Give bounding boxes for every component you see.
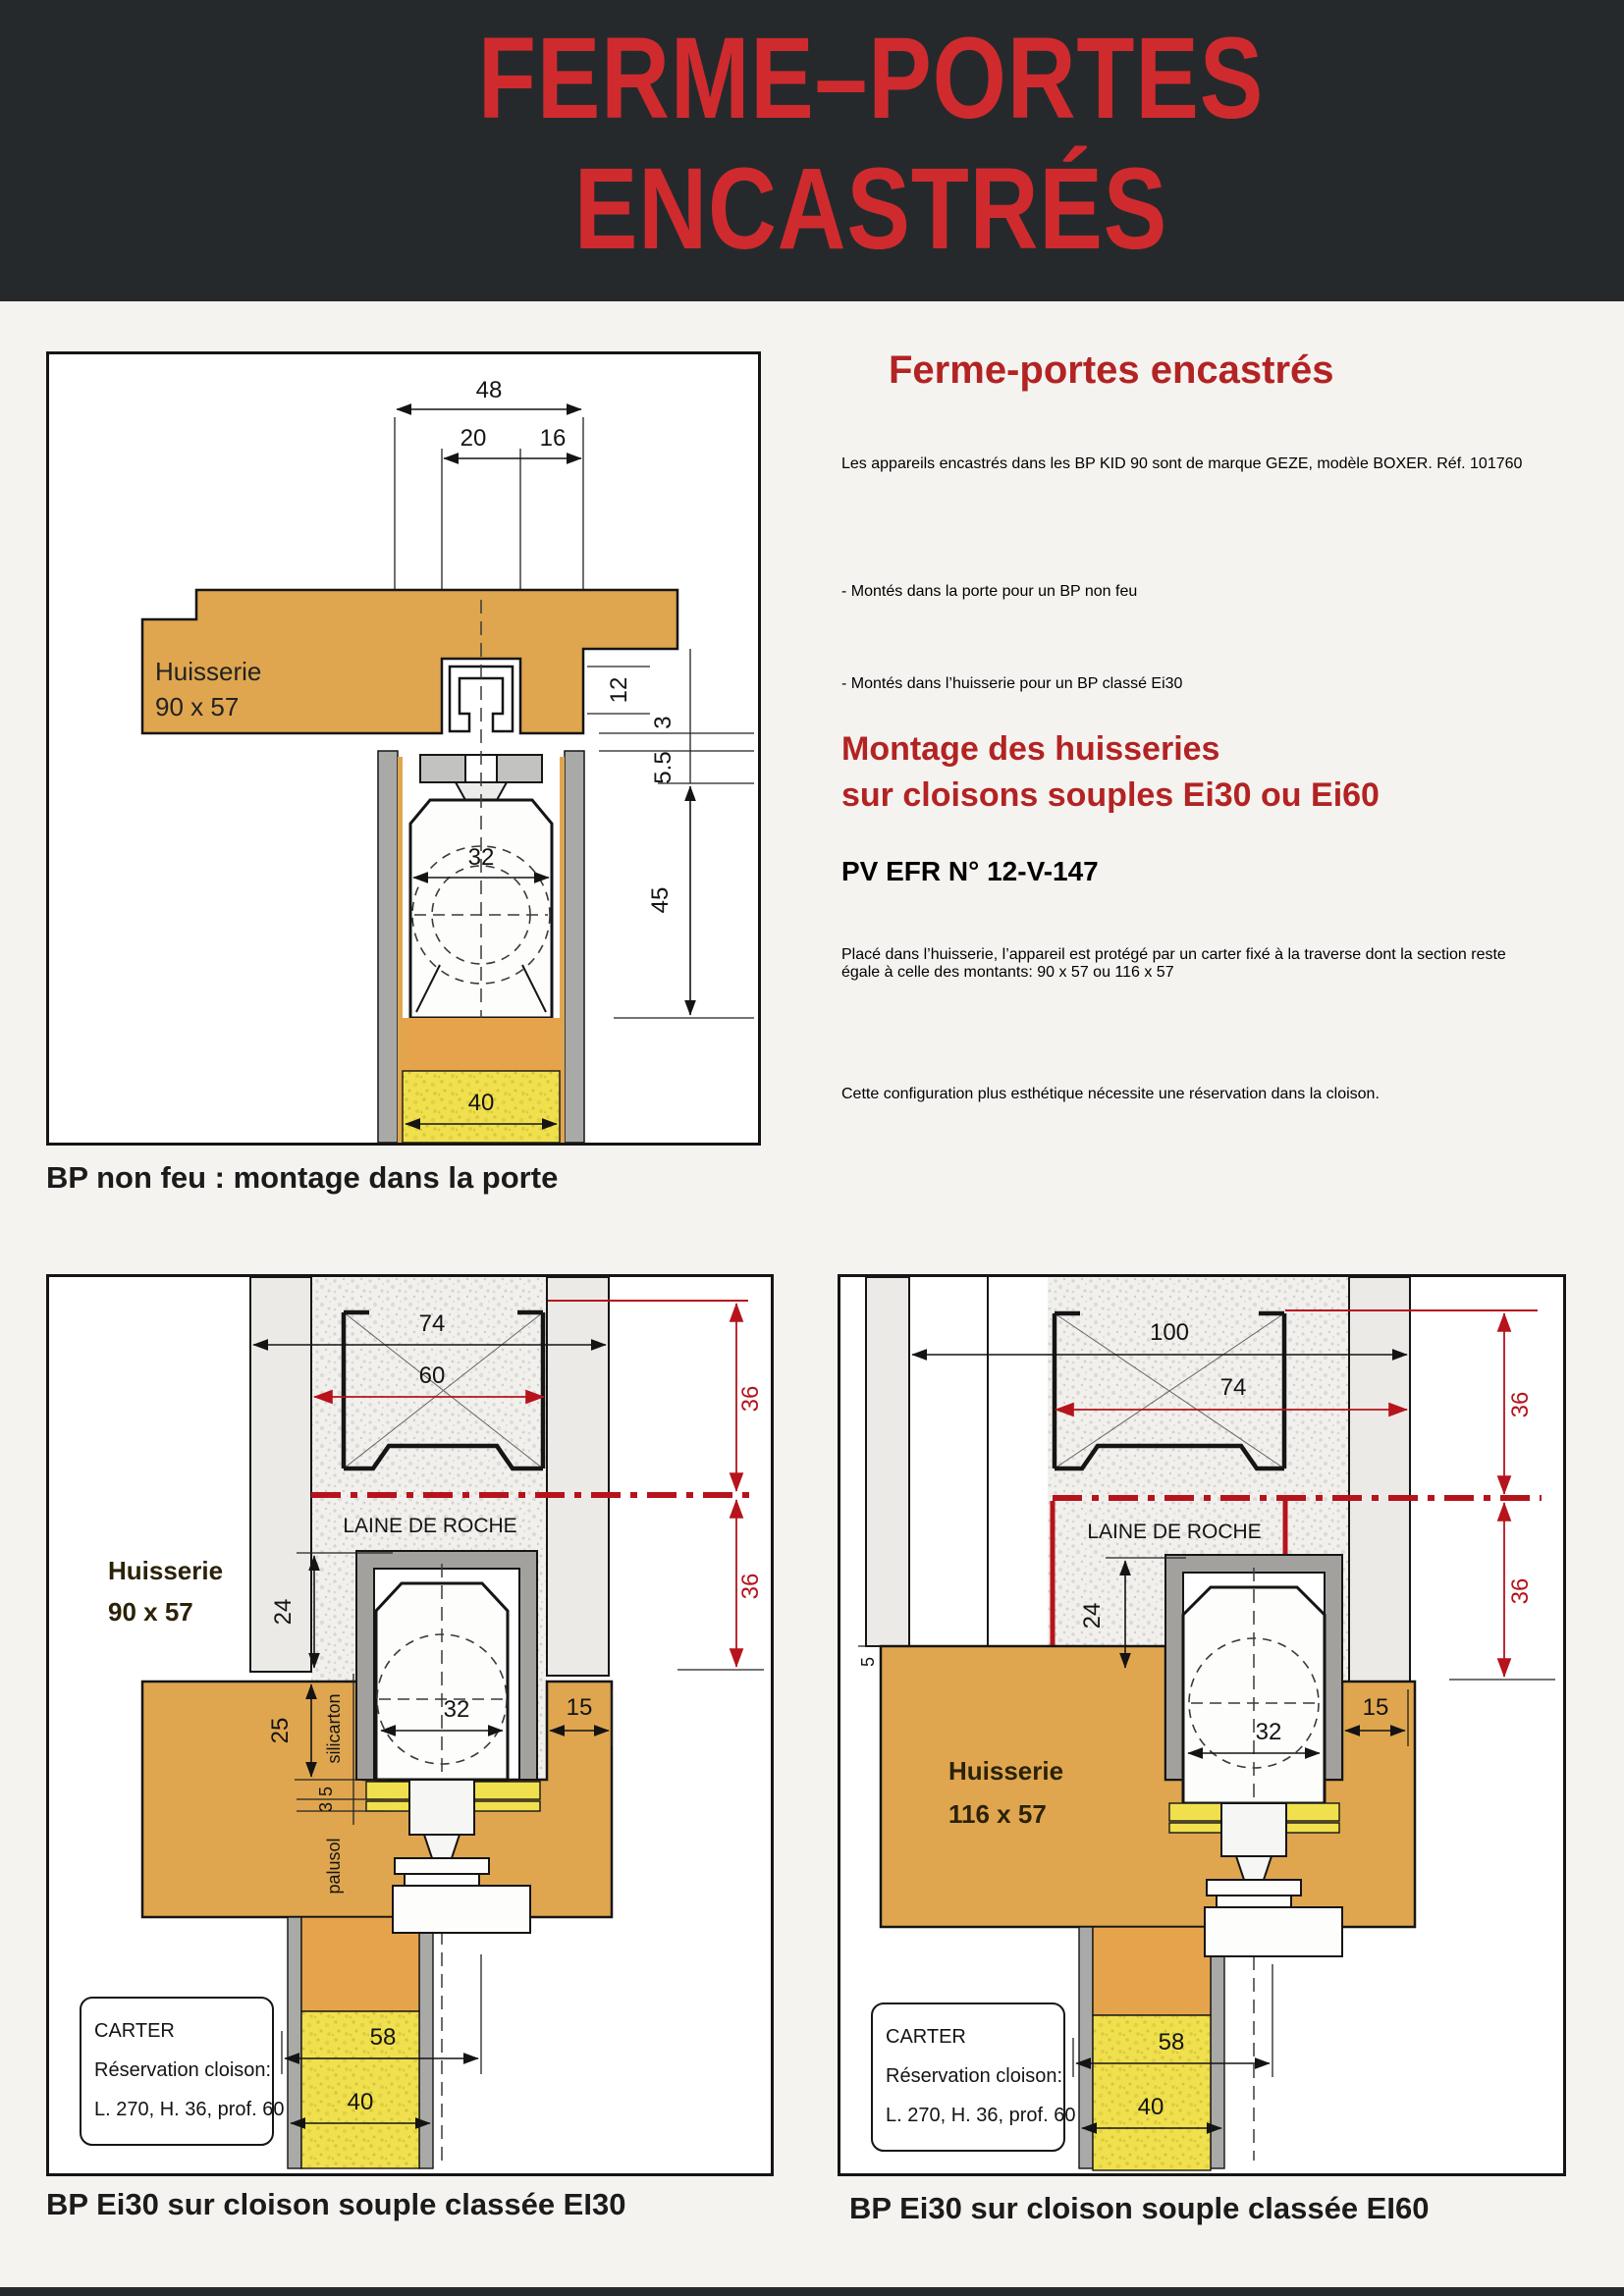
diagram-ei60 [838,1274,1566,2176]
arm-bracket-left [420,755,465,782]
article-paragraph-3: Cette configuration plus esthétique nécessite une réservation dans la cloison. [841,1086,1380,1102]
huisserie-label-line2: 90 x 57 [108,1597,193,1627]
dim-door-core: 40 [1137,2094,1164,2120]
dim-right-offset: 15 [1362,1694,1389,1721]
silicarton-strip-left [1169,1803,1221,1821]
dim-inner: 60 [418,1362,446,1389]
article-subheading [841,726,1568,819]
dim-above: 36 [737,1385,764,1413]
arm-cover-plate [1205,1907,1342,1956]
arm-plate-1 [1207,1880,1301,1896]
footer-bar [0,2287,1624,2296]
article-pv-ref: PV EFR N° 12-V-147 [841,856,1099,886]
huisserie-label-line1: Huisserie [948,1756,1064,1786]
dim-below: 36 [1507,1577,1534,1605]
article-subheading-line2: sur cloisons souples Ei30 ou Ei60 [841,775,1380,814]
dim-lip: 5 [858,1656,878,1668]
door-skin-left [378,751,398,1143]
page-title-line2: ENCASTRÉS [573,144,1168,275]
dim-carter-drop: 24 [1079,1602,1106,1629]
dim-top-clearance: 5.5 [650,751,677,784]
article-bullet-1: - Montés dans la porte pour un BP non feu [841,583,1138,600]
palusol-strip-right [1286,1823,1339,1833]
dim-opening: 74 [418,1310,446,1337]
door-edge-strip-right [560,757,565,1143]
stud-right [547,1277,609,1676]
carter-note-line3: L. 270, H. 36, prof. 60 [94,2099,285,2120]
dim-barrel: 32 [1255,1719,1282,1745]
palusol-strip-left [1169,1823,1221,1833]
door-skin-right [565,751,584,1143]
arm-cover-plate [393,1886,530,1933]
article-bullet-2: - Montés dans l’huisserie pour un BP classé Ei30 [841,675,1183,692]
dim-jamb-depth: 25 [267,1717,294,1744]
silicarton-strip-left [366,1782,409,1799]
arm-plate-2 [405,1874,479,1886]
dim-door-core: 40 [467,1090,495,1116]
dim-door-core: 40 [347,2089,374,2115]
carter-note-line3: L. 270, H. 36, prof. 60 [886,2105,1076,2126]
carter-note-line1: CARTER [94,2020,175,2042]
dim-barrel: 32 [443,1696,470,1723]
dim-below: 36 [737,1573,764,1600]
door-skin-left [288,1917,301,2168]
door-edge-strip-left [398,757,403,1143]
page-header [0,0,1624,301]
door-skin-right [419,1917,433,2168]
closer-neck [1221,1803,1286,1856]
article-paragraph-1: Les appareils encastrés dans les BP KID 90 sont de marque GEZE, modèle BOXER. Réf. 101760 [841,455,1523,472]
article-header [841,348,1529,393]
huisserie-label-line2: 90 x 57 [155,692,240,721]
laine-label: LAINE DE ROCHE [1087,1521,1262,1543]
dim-side-offset: 16 [539,425,567,452]
carter-note-line2: Réservation cloison: [886,2065,1063,2087]
article-heading: Ferme-portes encastrés [889,348,1334,392]
dim-above: 36 [1507,1391,1534,1418]
laine-label: LAINE DE ROCHE [343,1515,517,1537]
dim-lintel-gap: 3 [650,716,677,729]
huisserie-label-line2: 116 x 57 [948,1799,1047,1829]
door-core-yellow [1093,2015,1211,2170]
page-title [253,14,1489,276]
dim-right-offset: 15 [566,1694,593,1721]
diagram3-caption: BP Ei30 sur cloison souple classée EI60 [849,2191,1430,2225]
carter-note-line2: Réservation cloison: [94,2059,272,2081]
dim-carter-drop: 24 [270,1598,297,1626]
dim-barrel: 32 [467,844,495,871]
door-skin-right [1211,1927,1224,2168]
arm-plate-1 [395,1858,489,1874]
dim-silicarton: 5 [316,1786,336,1797]
diagram1-caption: BP non feu : montage dans la porte [46,1160,559,1195]
dim-palusol: 3 [316,1801,336,1813]
article-paragraph-2: Placé dans l’huisserie, l’appareil est protégé par un carter fixé à la traverse dont la section reste égale à celle des montants: 90 x 57 ou 116 x 57 [841,946,1506,981]
door-skin-left [1079,1927,1093,2168]
diagram3-drawing [840,1277,1563,2173]
diagram2-drawing [49,1277,771,2173]
palusol-label: palusol [324,1838,344,1895]
diagram2-caption: BP Ei30 sur cloison souple classée EI30 [46,2187,626,2221]
panel-left-outer [866,1277,909,1646]
dim-total-width: 48 [475,377,503,403]
stud-right [1349,1277,1410,1682]
silicarton-label: silicarton [324,1693,344,1764]
diagram1-drawing [49,354,758,1143]
huisserie-label-line1: Huisserie [155,657,262,686]
dim-leaf: 58 [1158,2029,1185,2056]
silicarton-strip-right [1286,1803,1339,1821]
carter-note-line1: CARTER [886,2026,966,2048]
diagram-ei30 [46,1274,774,2176]
arm-plate-2 [1217,1896,1291,1907]
door-rail [1093,1927,1211,2015]
silicarton-strip-right [474,1782,540,1799]
article-subheading-line1: Montage des huisseries [841,730,1220,768]
dim-leaf: 58 [369,2024,397,2051]
dim-slot-width: 20 [460,425,487,452]
page-title-line1: FERME–PORTES [477,14,1265,143]
dim-rail-depth: 12 [606,676,632,704]
dim-inner: 74 [1219,1374,1247,1401]
palusol-strip-right [474,1801,540,1811]
dim-body-height: 45 [647,886,674,914]
palusol-strip-left [366,1801,409,1811]
closer-neck [409,1780,474,1835]
door-rail [403,1018,560,1071]
arm-bracket-right [497,755,542,782]
dim-opening: 100 [1149,1319,1190,1346]
diagram-bp-non-feu [46,351,761,1146]
huisserie-label-line1: Huisserie [108,1556,224,1585]
